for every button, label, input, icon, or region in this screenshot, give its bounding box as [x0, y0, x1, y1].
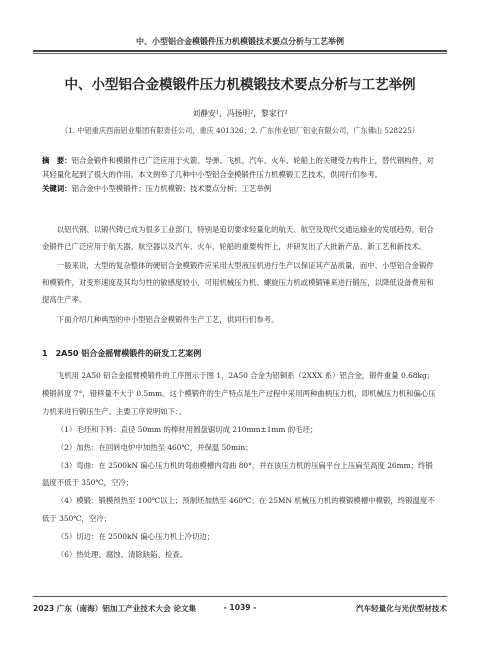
page-number: - 1039 -	[223, 603, 257, 612]
paper-affiliation: （1. 中铝重庆西南铝业集团有限责任公司，重庆 401326；2. 广东伟业铝厂铝业有限公司，广东佛山 528225）	[60, 126, 420, 135]
process-step: （3）弯曲：在 2500kN 偏心压力机的弯曲模槽内弯曲 80°，并在该压力机的压扁平台上压扁至高度 26mm；终锻温度不低于 350℃，空冷；	[42, 460, 433, 488]
keywords	[42, 183, 440, 194]
process-step: （2）加热：在回转电炉中加热至 460℃，并保温 50min；	[56, 442, 253, 452]
body-paragraph: 以铝代钢、以锻代铸已成为很多工业部门，特别是追切要求轻量化的航天、航空及现代交通运输业的发展趋势。铝合金锻件已广泛应用于航天器、航空器以及汽车、火车，轮船的重要构件上，并研发出了大批新产品、新工艺和新技术。	[42, 225, 434, 251]
running-header: 中、小型铝合金模锻件压力机模锻技术要点分析与工艺举例	[136, 37, 344, 46]
process-step: （6）热处理、腐蚀、清除缺陷、检查。	[56, 550, 188, 560]
section-heading: 1 2A50 铝合金摇臂模锻件的研发工艺案例	[42, 349, 202, 358]
body-paragraph: 下面介绍几种典型的中小型铝合金模锻件生产工艺，供同行们参考。	[56, 314, 279, 324]
footer-rule	[33, 596, 447, 597]
section-body	[42, 367, 440, 564]
header-rule-thin	[33, 53, 447, 54]
section-paragraph: 飞机用 2A50 铝合金摇臂模锻件的工序图示于图 1，2A50 合金为铝铜系（2XXX 系）铝合金，锻件重量 0.68kg；模锻斜度 7°，错移量不大于 0.5mm。这个模锻件的生产特点是生产过程中采用两种曲柄压力机，即机械压力机和偏心压力机来进行锻压生产。主要工序说明如下：。	[42, 371, 436, 416]
footer-section: 汽车轻量化与光伏型材技术	[355, 604, 447, 613]
process-step: （1）毛坯和下料：直径 50mm 的棒材用圆盘锯切成 210mm±1mm 的毛坯；	[56, 424, 318, 434]
keywords-text: 铝合金中小型模锻件；压力机模锻；技术要点分析；工艺举例	[71, 184, 272, 193]
abstract-text: 铝合金锻件和模锻件已广泛应用于火箭、导弹、飞机、汽车、火车、轮船上的关键受力构件上，替代钢构件，对其轻量化起到了很大的作用。本文例举了几种中小型铝合金模锻件压力机模锻工艺技术，供同行们参考。	[42, 156, 434, 180]
introduction	[42, 222, 440, 328]
process-step: （5）切边：在 2500kN 偏心压力机上冷切边；	[56, 532, 215, 542]
abstract	[42, 154, 440, 183]
keywords-label: 关键词：	[42, 184, 72, 193]
header-rule	[33, 50, 447, 52]
abstract-label: 摘 要：	[42, 156, 72, 165]
body-paragraph: 一般来说，大型的复杂整体的硬铝合金模锻件应采用大型液压机进行生产以保证其产品质量，而中、小型铝合金锻件和模锻件，对变形速度及其均匀性的敏感度较小，可用机械压力机、螺旋压力机或模锻锤来进行锻压，以降低设备费用和提高生产率。	[42, 261, 434, 304]
process-step: （4）模锻：锻模预热至 100℃以上；预制坯加热至 460℃；在 25MN 机械压力机的模锻模槽中模锻，终锻温度不低于 350℃，空冷；	[42, 496, 435, 524]
paper-title: 中、小型铝合金模锻件压力机模锻技术要点分析与工艺举例	[64, 77, 416, 93]
paper-authors: 刘静安¹，冯扬明²，黎家行²	[192, 109, 288, 118]
footer-conference: 2023 广东（南海）铝加工产业技术大会 论文集	[33, 604, 197, 613]
